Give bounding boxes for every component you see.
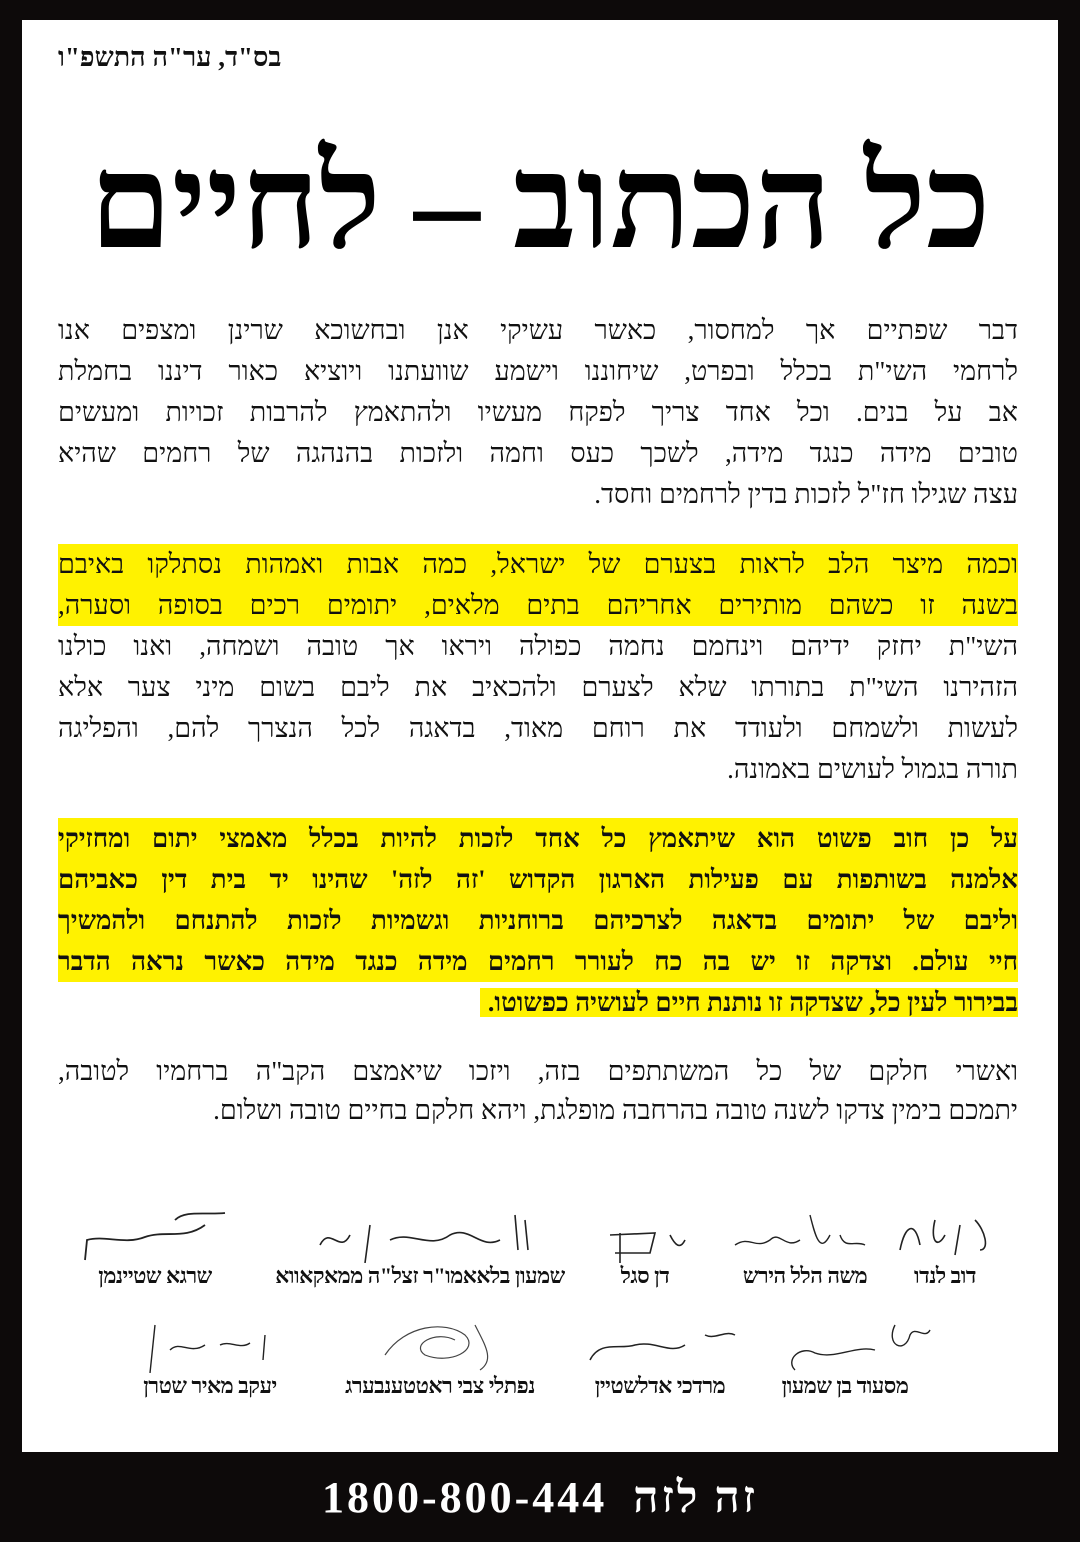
- phone-number[interactable]: 1800-800-444: [321, 1472, 608, 1522]
- signatory-name: שרגא שטיינמן: [98, 1263, 212, 1288]
- header-note: בס"ד, ער"ה התשפ"ו: [58, 42, 282, 72]
- handwritten-signature: [725, 1205, 885, 1263]
- handwritten-signature: [75, 1205, 235, 1263]
- signatory-name: נפתלי צבי ראטטענבערג: [345, 1373, 535, 1398]
- paragraph-3: [58, 818, 1018, 1023]
- signatory-name: דוב לנדו: [914, 1263, 976, 1288]
- text-line: דבר שפתיים אך למחסור, כאשר עשיקי אנן ובחשוכא שרינן ומצפים אנו: [58, 315, 1018, 345]
- highlighted-line: אלמנה בשותפות עם פעילות הארגון הקדוש 'זה לזה' שהינו יד בית דין כאביהם: [58, 859, 1018, 900]
- signatory-name: מסעוד בן שמעון: [781, 1373, 909, 1398]
- org-name: זה לזה: [633, 1472, 759, 1522]
- handwritten-signature: [575, 1315, 745, 1373]
- footer-banner: [0, 1452, 1080, 1542]
- handwritten-signature: [355, 1315, 525, 1373]
- paragraph-2: [58, 544, 1018, 790]
- signature-block: [100, 1315, 320, 1399]
- page-title: כל הכתוב – לחיים: [89, 129, 991, 276]
- signatory-name: משה הלל הירש: [742, 1263, 868, 1288]
- paragraph-4: [58, 1052, 1018, 1130]
- paragraph-1: [58, 310, 1018, 515]
- signature-block: [320, 1315, 560, 1399]
- signatory-name: יעקב מאיר שטרן: [143, 1373, 277, 1398]
- signatory-name: מרדכי אדלשטיין: [594, 1373, 726, 1398]
- handwritten-signature: [300, 1205, 540, 1263]
- highlighted-line: וליבם של יתומים בדאגה לצרכיהם ברוחניות וגשמיות לזכות להתנחם ולהמשיך: [58, 900, 1018, 941]
- handwritten-signature: [595, 1205, 695, 1263]
- text-line: אב על בנים. וכל אחד צריך לפקח מעשיו ולהתאמץ להרבות זכויות ומעשים: [58, 397, 1018, 427]
- text-line: תורה בגמול לעושים באמונה.: [727, 754, 1018, 784]
- signatory-name: שמעון בלאאמו"ר זצל"ה ממאקאווא: [275, 1263, 565, 1288]
- signature-block: [260, 1205, 580, 1289]
- handwritten-signature: [755, 1315, 935, 1373]
- highlighted-text: בבירור לעין כל, שצדקה זו נותנת חיים לעושיה כפשוטו.: [480, 988, 1018, 1017]
- text-line: טובים מידה כנגד מידה, לשכך כעס וחמה ולזכות בהנהגה של רחמים שהיא: [58, 438, 1018, 468]
- text-line: הזהירנו השי"ת בתורתו שלא לצערם ולהכאיב את ליבם בשום מיני צער אלא: [58, 672, 1018, 702]
- signature-block: [550, 1315, 770, 1399]
- highlighted-line: חיי עולם. וצדקה זו יש בה כח לעורר רחמים מידה כנגד מידה כאשר נראה הדבר: [58, 941, 1018, 982]
- highlighted-line: וכמה מיצר הלב לראות בצערם של ישראל, כמה אבות ואמהות נסתלקו באיבם: [58, 544, 1018, 585]
- handwritten-signature: [125, 1315, 295, 1373]
- signature-block: [45, 1205, 265, 1289]
- text-line: לרחמי השי"ת בכלל ובפרט, שיחוננו וישמע שוועתנו ויוציא כאור דיננו בחמלת: [58, 356, 1018, 386]
- text-line: השי"ת יחזק ידיהם וינחמם נחמה כפולה ויראו אך טובה ושמחה, ואנו כולנו: [58, 631, 1018, 661]
- signatory-name: דן סגל: [620, 1263, 670, 1288]
- highlighted-line: על כן חוב פשוט הוא שיתאמץ כל אחד לזכות להיות בכלל מאמצי יתום ומחזיקי: [58, 818, 1018, 859]
- highlighted-line: בשנה זו כשהם מותירים אחריהם בתים מלאים, יתומים רכים בסופה וסערה,: [58, 585, 1018, 626]
- highlighted-line-partial: [58, 982, 1018, 1023]
- text-line: יתמכם בימין צדקו לשנה טובה בהרחבה מופלגת, ויהא חלקם בחיים טובה ושלום.: [213, 1095, 1018, 1125]
- text-line: ואשרי חלקם של כל המשתתפים בזה, ויזכו שיאמצם הקב"ה ברחמיו לטובה,: [58, 1056, 1018, 1086]
- text-line: לעשות ולשמחם ולעודד את רוחם מאוד, בדאגה לכל הנצרך להם, והפליגה: [58, 713, 1018, 743]
- text-line: עצה שגילו חז"ל לזכות בדין לרחמים וחסד.: [594, 479, 1018, 509]
